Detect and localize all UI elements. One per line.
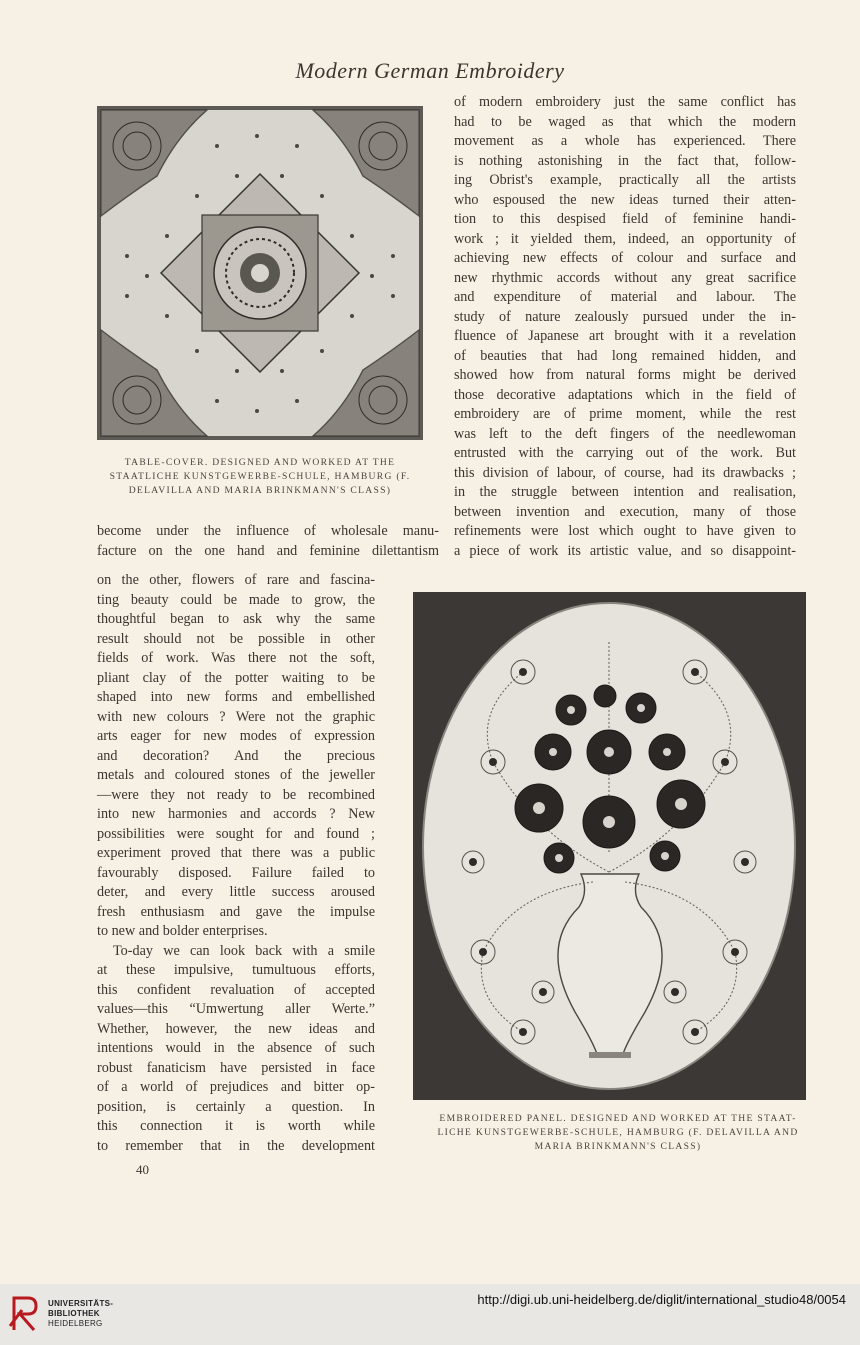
text-line: robust fanaticism have persisted in face [97,1059,375,1076]
table-cover-illustration [97,106,423,440]
text-line: ting beauty could be made to grow, the [97,591,375,608]
page-title: Modern German Embroidery [295,58,565,83]
text-line: who espoused the new ideas turned their atten- [454,191,796,208]
table-cover-image [97,106,423,440]
caption-line: DELAVILLA AND MARIA BRINKMANN'S CLASS) [128,485,392,496]
text-line: this division of labour, of course, had its drawbacks ; [454,464,796,481]
text-line: To-day we can look back with a smile [113,942,375,959]
text-line: a piece of work its artistic value, and so disappoint- [454,542,796,559]
text-line: fields of work. Was there not the soft, [97,650,375,666]
caption-line: STAATLICHE KUNSTGEWERBE-SCHULE, HAMBURG (F. [109,471,411,482]
text-line: position, is certainly a question. In [97,1098,375,1115]
text-line: tion to this despised field of feminine handi- [454,211,796,227]
text-line: refinements were lost which ought to have given to [454,523,796,539]
text-line: had to be waged as that which the modern [454,113,796,130]
text-line: to new and bolder enterprises. [97,923,268,939]
page-number: 40 [136,1162,149,1177]
text-line: thoughtful began to ask why the same [97,611,375,627]
caption-line: EMBROIDERED PANEL. DESIGNED AND WORKED AT THE STAAT- [439,1113,797,1124]
text-line: study of nature zealously pursued under the in- [454,308,796,325]
footer-bar [0,1284,860,1345]
text-line: ing Obrist's example, practically all the artists [454,172,796,188]
text-line: possibilities were sought for and found ; [97,825,375,842]
text-line: experiment proved that there was a public [97,845,375,861]
text-line: of modern embroidery just the same conflict has [454,94,796,110]
text-line: of a world of prejudices and bitter op- [97,1079,375,1095]
text-line: Whether, however, the new ideas and [97,1020,375,1037]
panel-caption [413,1112,823,1154]
text-line: shaped into new forms and embellished [97,689,375,705]
text-line: values—this “Umwertung aller Werte.” [97,1001,375,1017]
text-line: deter, and every little success aroused [97,884,375,900]
text-line: between invention and execution, many of those [454,503,796,520]
text-line: achieving new effects of colour and surface and [454,250,796,266]
text-line: new rhythmic accords without any great sacrifice [454,269,796,286]
text-line: metals and coloured stones of the jeweller [97,767,375,783]
caption-line: MARIA BRINKMANN'S CLASS) [534,1141,702,1152]
text-line: was left to the deft fingers of the needlewoman [454,425,796,442]
text-line: into new harmonies and accords ? New [97,806,375,822]
logo-line: HEIDELBERG [48,1319,103,1328]
embroidered-panel-illustration [413,592,806,1100]
text-line: work ; it yielded them, indeed, an opportunity of [454,230,796,247]
text-line: on the other, flowers of rare and fascina- [97,572,375,588]
text-line: pliant clay of the potter waiting to be [97,669,375,686]
text-line: fresh enthusiasm and gave the impulse [97,903,375,920]
text-line: this connection it is worth while [97,1118,375,1134]
library-logo-icon [8,1292,42,1339]
text-line: with new colours ? Were not the graphic [97,708,375,725]
text-line: and expenditure of material and labour. The [454,289,796,305]
logo-line: BIBLIOTHEK [48,1309,100,1318]
text-line: to remember that in the development [97,1137,375,1154]
text-line: showed how from natural forms might be derived [454,367,796,383]
table-cover-caption [90,456,430,498]
text-line: is nothing astonishing in the fact that, follow- [454,152,796,169]
text-line: result should not be possible in other [97,630,375,647]
left-mid-text [97,522,439,561]
text-line: embroidery are of prime moment, while the rest [454,406,796,422]
text-line: this confident revaluation of accepted [97,981,375,998]
text-line: fluence of Japanese art brought with it a revelation [454,328,796,344]
left-column-text [97,571,375,1156]
text-line: in the struggle between intention and realisation, [454,484,796,500]
text-line: favourably disposed. Failure failed to [97,864,375,881]
text-line: and decoration? And the precious [97,747,375,764]
text-line: intentions would in the absence of such [97,1040,375,1056]
library-logo-text [48,1299,113,1329]
text-line: facture on the one hand and feminine dilettantism [97,542,439,559]
text-line: become under the influence of wholesale manu- [97,523,439,539]
source-url-link[interactable]: http://digi.ub.uni-heidelberg.de/diglit/international_studio48/0054 [477,1292,846,1307]
text-line: —were they not ready to be recombined [97,786,375,803]
text-line: those decorative adaptations which in the field of [454,386,796,403]
text-line: at these impulsive, tumultuous efforts, [97,962,375,978]
caption-line: LICHE KUNSTGEWERBE-SCHULE, HAMBURG (F. DELAVILLA AND [437,1127,799,1138]
right-column-text [454,93,796,561]
text-line: entrusted with the carrying out of the work. But [454,445,796,461]
text-line: movement as a whole has experienced. There [454,133,796,149]
embroidered-panel-image [413,592,806,1100]
logo-line: UNIVERSITÄTS- [48,1299,114,1308]
caption-line: TABLE-COVER. DESIGNED AND WORKED AT THE [124,457,396,468]
text-line: arts eager for new modes of expression [97,728,375,744]
text-line: of beauties that had long remained hidden, and [454,347,796,364]
